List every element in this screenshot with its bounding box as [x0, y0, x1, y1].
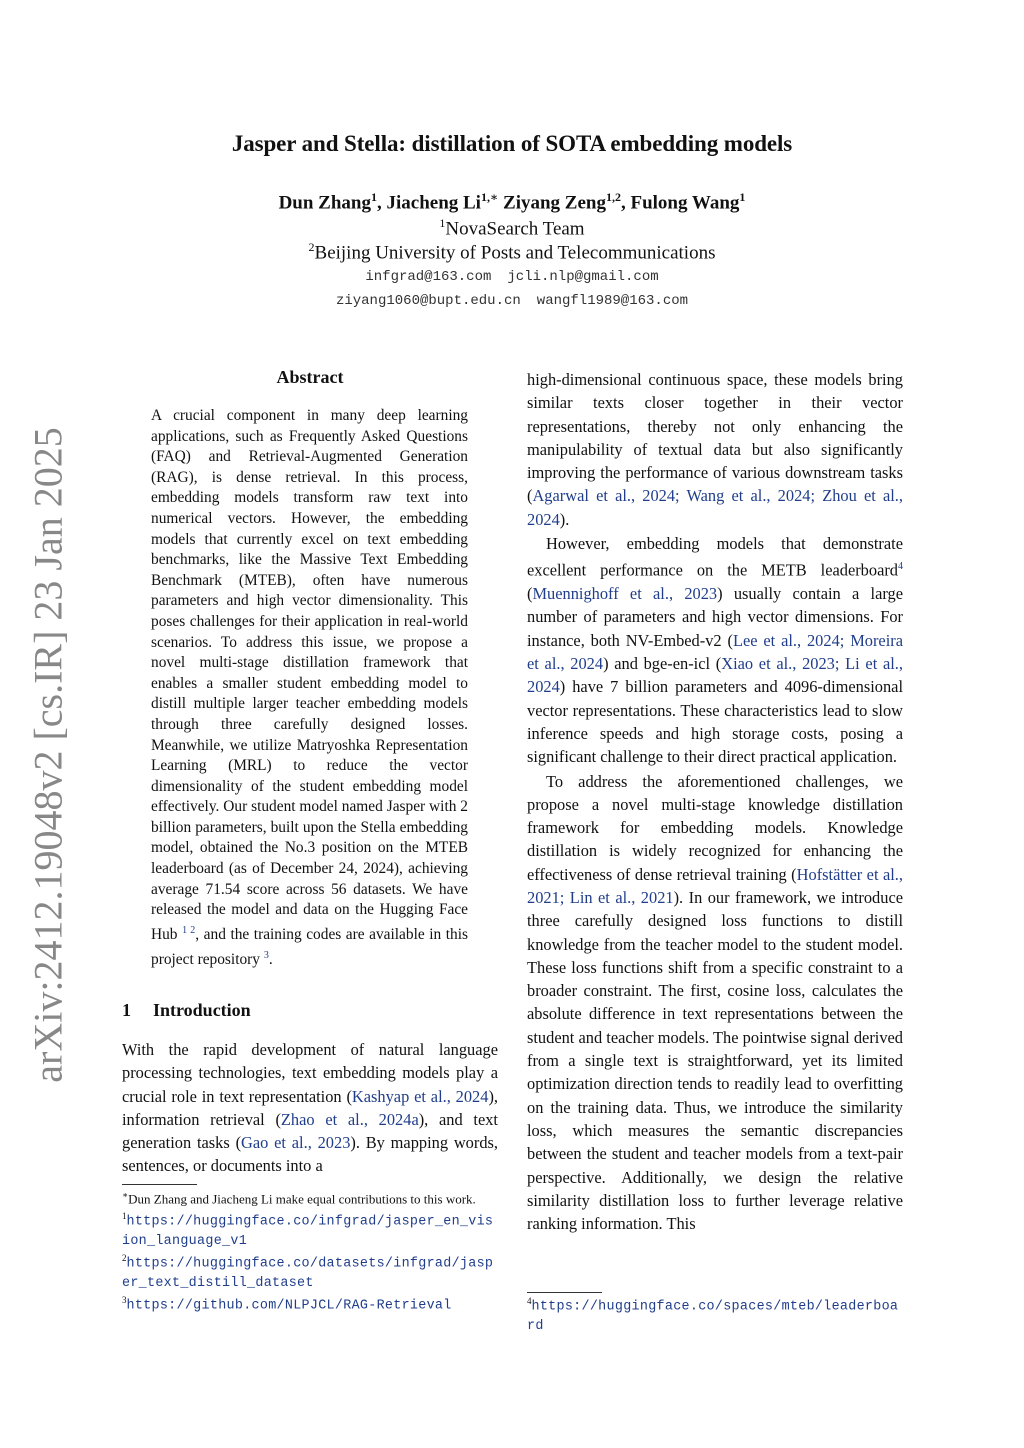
body-text: high-dimensional continuous space, these models bring similar texts closer together in their vector representations, thereby not only enhancing the manipulability of textual data but also significantly improving the performance of various downstream tasks ( — [527, 370, 903, 506]
body-text: With the rapid development of natural language processing technologies, text embedding models play a crucial role in text representation ( — [122, 1040, 498, 1106]
footnote-url-link[interactable]: https://huggingface.co/spaces/mteb/leaderboard — [527, 1299, 899, 1334]
footnote-mark: 1 — [122, 1210, 127, 1221]
section-heading — [122, 1000, 251, 1021]
intro-paragraph — [527, 368, 903, 531]
footnote-mark: 3 — [122, 1295, 127, 1306]
affiliation-mark: 2 — [308, 240, 315, 254]
intro-paragraph-1 — [122, 1038, 498, 1178]
intro-right-column — [527, 368, 903, 1236]
email: jcli.nlp@gmail.com — [507, 269, 659, 285]
body-text: To address the aforementioned challenges, we propose a novel multi-stage knowledge distillation framework for embedding models. Knowledge distillation is widely recognized for enhancing the effectiveness of dense retrieval training ( — [527, 771, 903, 884]
footnote — [122, 1292, 500, 1315]
body-text: ), and text generation tasks ( — [122, 1109, 498, 1153]
footnote-url-link[interactable]: https://huggingface.co/infgrad/jasper_en_vision_language_v1 — [122, 1214, 494, 1249]
author-affil-mark: 1 — [370, 190, 377, 204]
citation-link[interactable]: Gao et al., 2023 — [241, 1133, 351, 1153]
author-name: Jiacheng Li — [386, 192, 481, 214]
footnote-mark: ∗ — [122, 1190, 129, 1200]
body-text: ). In our framework, we introduce three carefully designed loss functions to distill knowledge from the teacher model to the student model. These loss functions shift from a specific constraint to a broader constraint. The first, cosine loss, calculates the absolute difference in text representations between the student and teacher models. The pointwise signal derived from a single text is straightforward, yet its limited optimization direction tends to readily lead to overfitting on the training data. Thus, we introduce the similarity loss, which measures the semantic discrepancies between the student and teacher models from a text-pair perspective. Additionally, we design the relative similarity distillation loss to further leverage relative ranking information. This — [527, 888, 903, 1234]
author-affil-mark: 1 — [739, 190, 746, 204]
footnote-mark-link[interactable]: 3 — [263, 949, 269, 961]
footnote — [122, 1250, 500, 1292]
intro-paragraph: However, embedding models that demonstrate excellent performance on the METB leaderboard$^4$ (Muennighoff et al., 2023) usually contain a large number of parameters and high vector dimensions. For instance, both NV-Embed-v2 (Lee et al., 2024; Moreira et al., 2024) and bge-en-icl (Xiao et al., 2023; Li et al., 2024) have 7 billion parameters and 4096-dimensional vector representations. These characteristics lead to slow inference speeds and high storage costs, posing a significant challenge to their direct practical application. — [527, 534, 903, 767]
author-affil-mark: 1,2 — [605, 190, 621, 204]
abstract-heading: Abstract — [276, 367, 344, 387]
body-text: ). — [559, 509, 570, 529]
body-text: ) and bge-en-icl ( — [603, 654, 722, 674]
email-row-2 — [0, 293, 1024, 309]
footnotes-right — [527, 1293, 905, 1335]
abstract-body — [151, 406, 468, 970]
footnote-mark: 2 — [122, 1253, 127, 1264]
abstract-text: , and the training codes are available in this project repository — [151, 925, 468, 968]
body-text: However, embedding models that demonstrate excellent performance on the METB leaderboard — [527, 534, 903, 580]
citation-link[interactable]: Zhao et al., 2024a — [280, 1109, 419, 1129]
footnote-mark-link[interactable]: 4 — [898, 561, 903, 573]
footnote-mark: 4 — [527, 1296, 532, 1306]
email: infgrad@163.com — [365, 269, 492, 285]
author-affil-mark: 1,∗ — [480, 190, 499, 204]
affiliation-2 — [0, 240, 1024, 264]
citation-link[interactable]: Xiao et al., 2023; Li et al., 2024 — [527, 654, 903, 697]
footnote-url-link[interactable]: https://github.com/NLPJCL/RAG-Retrieval — [126, 1298, 452, 1314]
citation-link[interactable]: Lee et al., 2024; Moreira et al., 2024 — [527, 630, 903, 674]
email: wangfl1989@163.com — [536, 293, 689, 309]
intro-paragraph — [527, 770, 903, 1236]
affiliation-name: Beijing University of Posts and Telecommunications — [314, 242, 716, 264]
footnote-text: Dun Zhang and Jiacheng Li make equal contributions to this work. — [128, 1191, 476, 1207]
footnote — [122, 1208, 500, 1250]
footnotes-left — [122, 1187, 500, 1315]
author-name: Dun Zhang — [278, 192, 371, 214]
paper-title: Jasper and Stella: distillation of SOTA embedding models — [231, 131, 793, 156]
footnote — [122, 1187, 500, 1208]
citation-link[interactable]: Agarwal et al., 2024; Wang et al., 2024; Zhou et al., 2024 — [527, 486, 903, 529]
abstract-text: . — [268, 950, 273, 968]
body-text: ) usually contain a large number of parameters and high vector dimensions. For instance, both NV-Embed-v2 ( — [527, 584, 903, 650]
affiliation-mark: 1 — [439, 216, 446, 230]
body-text: ), information retrieval ( — [122, 1086, 499, 1129]
citation-link[interactable]: Muennighoff et al., 2023 — [532, 584, 718, 604]
email: ziyang1060@bupt.edu.cn — [335, 293, 521, 309]
body-text: ) have 7 billion parameters and 4096-dimensional vector representations. These characteristics lead to slow inference speeds and high storage costs, posing a significant challenge to their direct practical application. — [527, 677, 903, 767]
footnote-divider — [122, 1184, 197, 1185]
footnote-url-link[interactable]: https://huggingface.co/datasets/infgrad/jasper_text_distill_dataset — [122, 1256, 494, 1291]
affiliation-name: NovaSearch Team — [445, 218, 585, 240]
section-title: Introduction — [153, 1000, 251, 1020]
body-text: ). By mapping words, sentences, or documents into a — [122, 1133, 499, 1176]
affiliation-1 — [0, 216, 1024, 240]
citation-link[interactable]: Hofstätter et al., 2021; Lin et al., 2021 — [527, 864, 904, 907]
author-name: Ziyang Zeng — [503, 192, 606, 214]
abstract-text: A crucial component in many deep learning applications, such as Frequently Asked Questions (FAQ) and Retrieval-Augmented Generation (RAG), is dense retrieval. In this process, embedding models transform raw text into numerical vectors. However, the embedding models that currently excel on text embedding benchmarks, like the Massive Text Embedding Benchmark (MTEB), often have numerous parameters and high vector dimensionality. This poses challenges for their application in real-world scenarios. To address this issue, we propose a novel multi-stage distillation framework that enables a smaller student embedding model to distill multiple larger teacher embedding models through three carefully designed losses. Meanwhile, we utilize Matryoshka Representation Learning (MRL) to reduce the vector dimensionality of the student embedding model effectively. Our student model named Jasper with 2 billion parameters, built upon the Stella embedding model, obtained the No.3 position on the MTEB leaderboard (as of December 24, 2024), achieving average 71.54 score across 56 datasets. We have released the model and data on the Hugging Face Hub — [151, 407, 468, 943]
footnote-mark-link[interactable]: 1 2 — [182, 924, 196, 936]
author-name: Fulong Wang — [630, 192, 740, 214]
footnote — [527, 1293, 905, 1335]
citation-link[interactable]: Kashyap et al., 2024 — [351, 1086, 489, 1106]
author-list: Dun Zhang$^1$, Jiacheng $Li^{1,∗}$ Ziyang Zeng$^{1,2}$, Fulong Wang$^1$ — [278, 190, 746, 214]
arxiv-id: arXiv:2412.19048v2 [cs.IR] 23 Jan 2025 — [25, 427, 71, 1083]
email-row-1 — [0, 269, 1024, 285]
section-number: 1 — [122, 1000, 131, 1020]
